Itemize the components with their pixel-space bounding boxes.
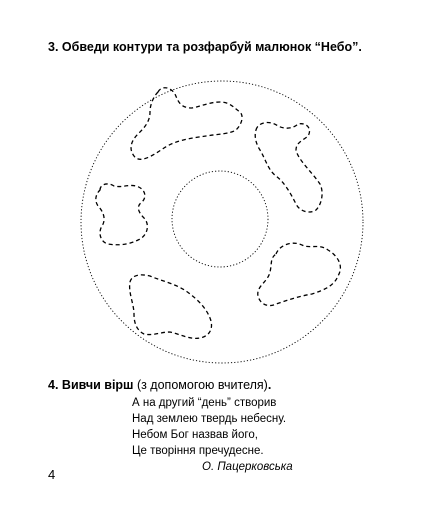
page-number: 4 bbox=[48, 467, 56, 482]
task-4-normal-text: (з допомогою вчителя) bbox=[133, 378, 268, 392]
cloud-contour-top bbox=[131, 88, 242, 160]
poem-line: Над землею твердь небесну. bbox=[132, 413, 287, 425]
poem-author: О. Пацерковська bbox=[202, 461, 293, 473]
task-4-bold-text: Вивчи вірш bbox=[61, 378, 134, 392]
poem bbox=[132, 395, 293, 475]
outer-ring-contour bbox=[81, 81, 363, 363]
task-3-number: 3. bbox=[48, 40, 59, 54]
task-4-heading bbox=[48, 378, 271, 392]
cloud-contour-left bbox=[96, 184, 148, 245]
poem-line: Це творіння пречудесне. bbox=[132, 445, 264, 457]
sky-drawing[interactable] bbox=[72, 72, 372, 372]
cloud-contour-right bbox=[255, 123, 322, 212]
cloud-contour-bottom-right bbox=[258, 243, 341, 305]
poem-line: Небом Бог назвав його, bbox=[132, 429, 258, 441]
cloud-contour-bottom-left bbox=[130, 275, 212, 339]
task-3-heading bbox=[48, 40, 362, 54]
inner-circle-contour bbox=[172, 171, 268, 267]
task-3-text: Обведи контури та розфарбуй малюнок “Небо”. bbox=[61, 40, 362, 54]
task-4-number: 4. bbox=[48, 378, 59, 392]
task-4-period: . bbox=[267, 378, 272, 392]
poem-line: А на другий “день” створив bbox=[132, 397, 277, 409]
